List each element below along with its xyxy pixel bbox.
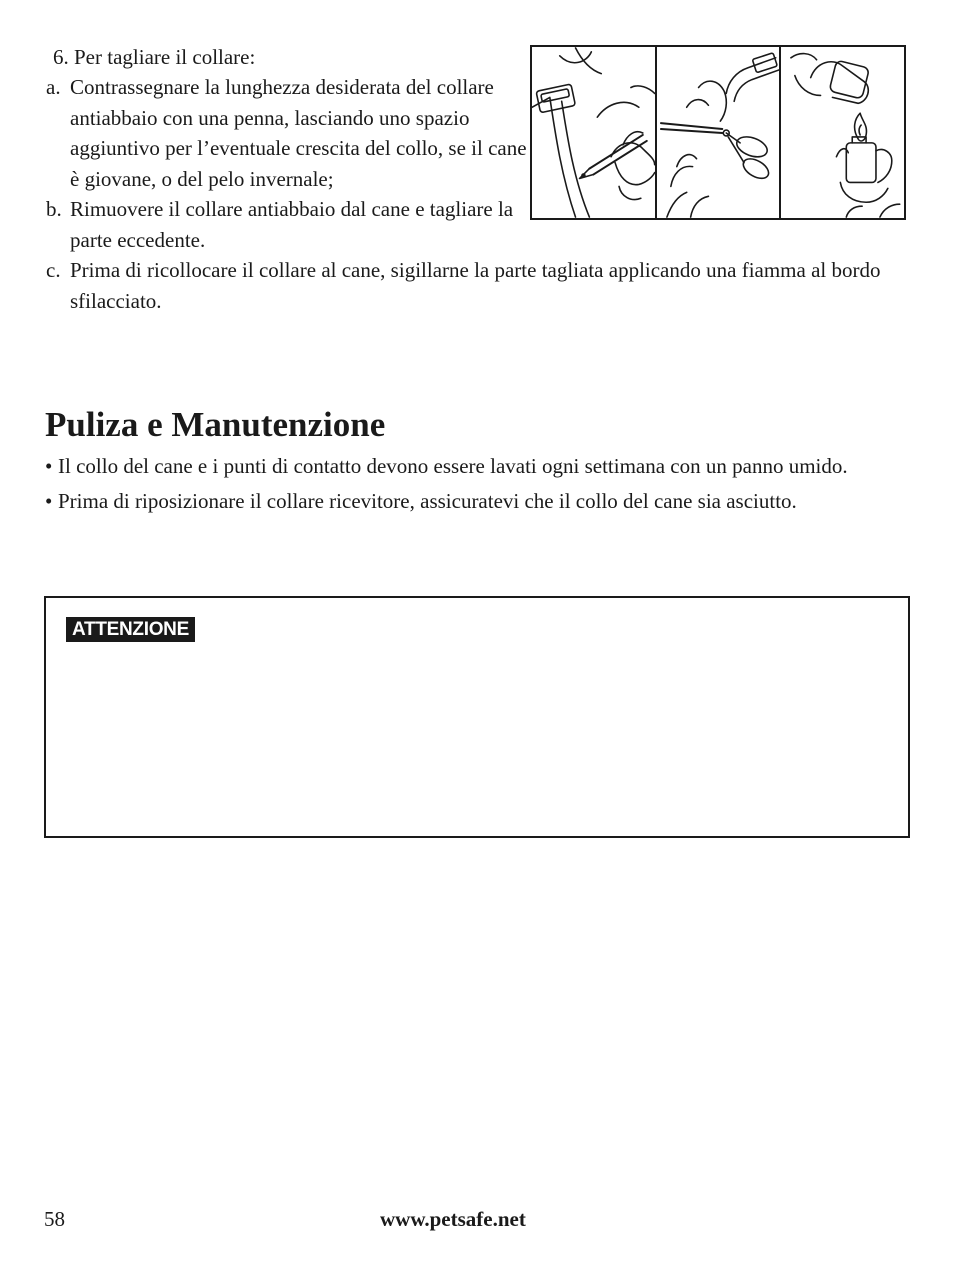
step-marker: b. xyxy=(46,197,62,221)
warning-box xyxy=(44,596,910,838)
mark-collar-with-pen-illustration xyxy=(532,47,657,218)
step-text: Contrassegnare la lunghezza desiderata del collare antiabbaio con una penna, lasciando uno spazio aggiuntivo per l’eventuale crescita del collo, se il cane è giovane, o del pelo invernale; xyxy=(70,75,527,191)
step-marker: a. xyxy=(46,75,61,99)
cut-collar-with-scissors-illustration xyxy=(657,47,782,218)
page-number: 58 xyxy=(44,1207,65,1231)
bullet-text: Prima di riposizionare il collare ricevitore, assicuratevi che il collo del cane sia asciutto. xyxy=(58,489,797,513)
footer-url-link[interactable]: www.petsafe.net xyxy=(380,1207,526,1231)
step-text: Rimuovere il collare antiabbaio dal cane e tagliare la parte eccedente. xyxy=(70,197,514,252)
maintenance-bullet xyxy=(45,487,910,515)
collar-trimming-illustration xyxy=(530,45,906,220)
step-text: Prima di ricollocare il collare al cane, sigillarne la parte tagliata applicando una fiamma al bordo sfilacciato. xyxy=(70,258,881,313)
bullet-text: Il collo del cane e i punti di contatto devono essere lavati ogni settimana con un panno umido. xyxy=(58,454,848,478)
step-item-c xyxy=(46,255,906,316)
warning-badge: ATTENZIONE xyxy=(66,617,195,642)
seal-edge-with-lighter-illustration xyxy=(781,47,904,218)
bullet-dot: • xyxy=(45,489,53,513)
bullet-dot: • xyxy=(45,454,53,478)
section-title: Puliza e Manutenzione xyxy=(45,405,386,444)
step-marker: c. xyxy=(46,258,61,282)
maintenance-bullets xyxy=(45,452,910,522)
step-heading: 6. Per tagliare il collare: xyxy=(53,45,256,69)
maintenance-bullet xyxy=(45,452,910,480)
